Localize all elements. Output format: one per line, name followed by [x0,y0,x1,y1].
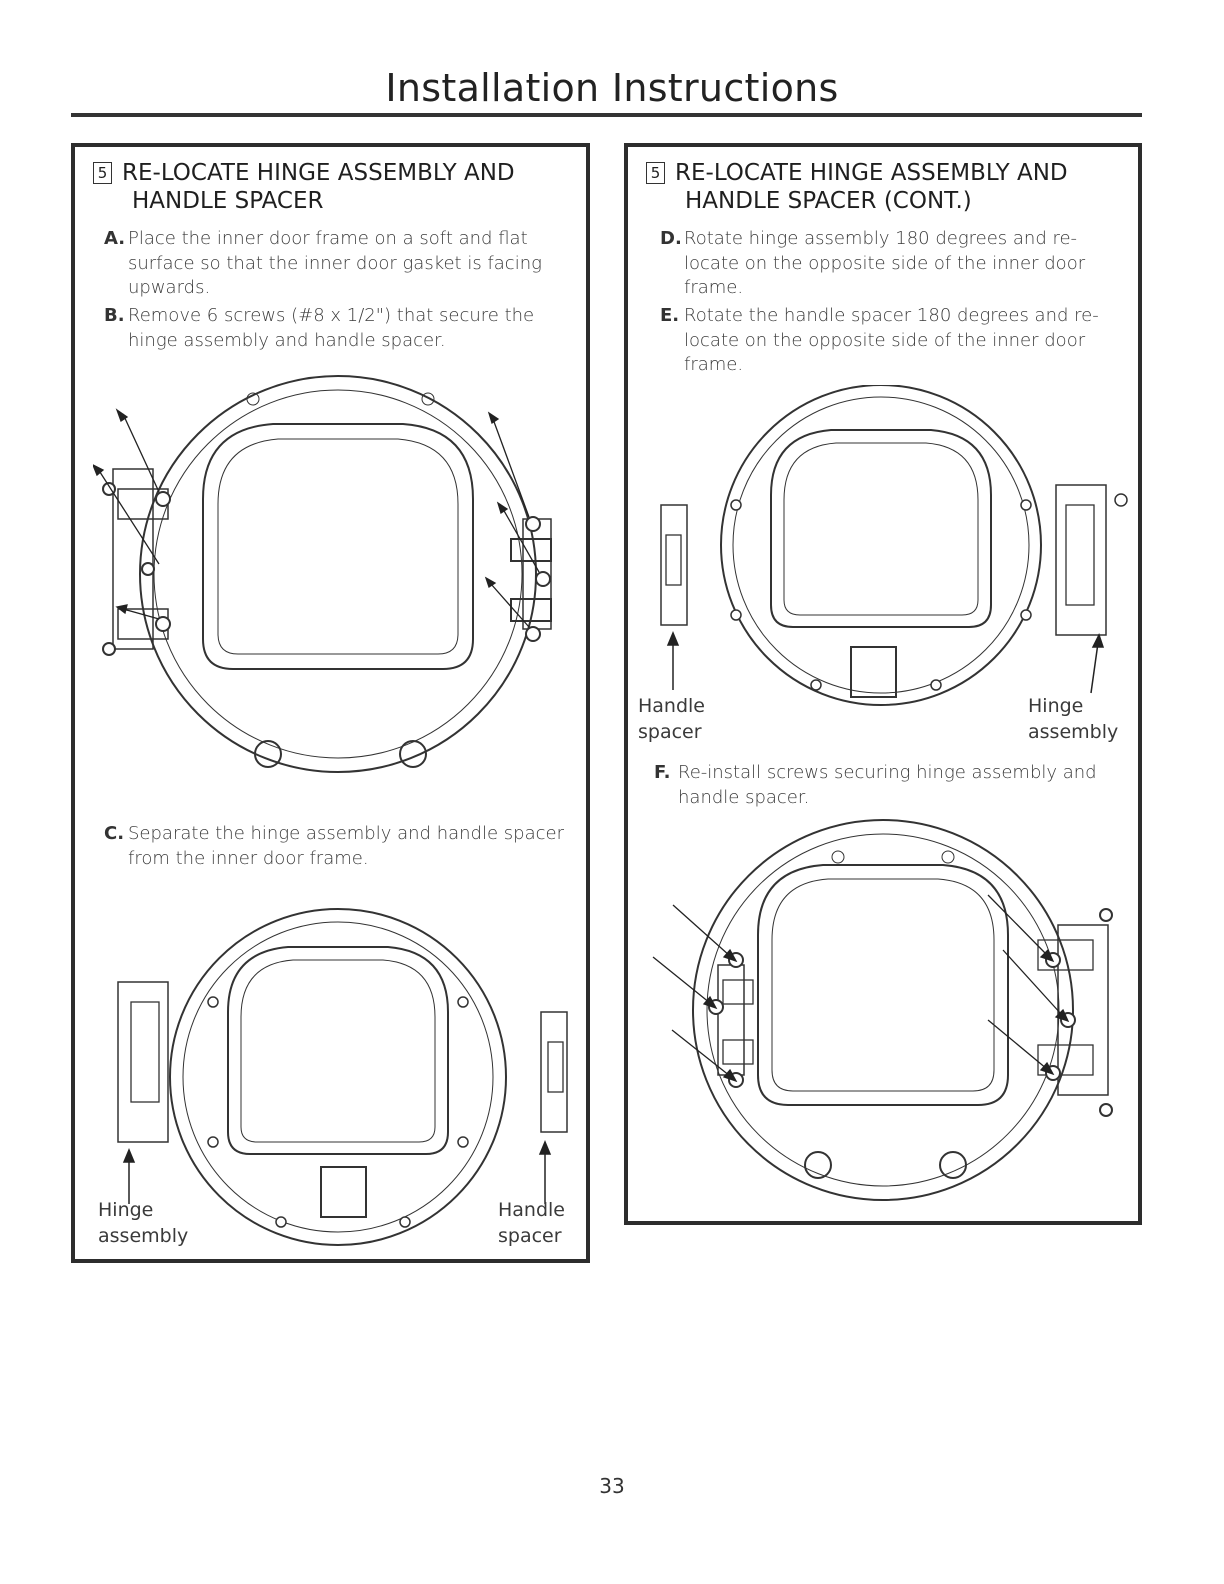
relocated-parts-diagram [636,385,1136,715]
instruction-text: Rotate the handle spacer 180 degrees and re-locate on the opposite side of the inner door frame. [684,305,1099,375]
instruction-f [654,761,1118,810]
label-line: assembly [1028,721,1119,743]
reinstall-screws-diagram [648,815,1128,1210]
step-5-panel-right [624,143,1142,1225]
instruction-b [104,304,568,353]
label-line: assembly [98,1225,189,1247]
step-heading-line2: HANDLE SPACER [132,188,324,214]
instruction-letter: D. [660,228,682,249]
step-heading-line1: RE-LOCATE HINGE ASSEMBLY AND [675,160,1068,186]
instruction-text: Re-install screws securing hinge assembly and handle spacer. [678,762,1097,808]
instruction-letter: F. [654,762,671,783]
step-number-badge: 5 [93,162,112,184]
label-line: Hinge [1028,695,1084,717]
instruction-letter: B. [104,305,125,326]
hinge-assembly-label [1028,693,1118,745]
step-heading-right [646,159,1068,215]
step-heading-line1: RE-LOCATE HINGE ASSEMBLY AND [122,160,515,186]
label-line: spacer [638,721,702,743]
instruction-text: Place the inner door frame on a soft and flat surface so that the inner door gasket is facing upwards. [128,228,542,298]
label-line: Handle [498,1199,566,1221]
instruction-text: Remove 6 screws (#8 x 1/2") that secure the hinge assembly and handle spacer. [128,305,535,351]
hinge-assembly-label [98,1197,188,1249]
instruction-c [104,822,568,871]
door-frame-screws-diagram [93,369,573,799]
label-line: spacer [498,1225,562,1247]
instruction-text: Separate the hinge assembly and handle spacer from the inner door frame. [128,823,564,869]
instruction-d [660,227,1124,301]
handle-spacer-label [638,693,705,745]
instruction-text: Rotate hinge assembly 180 degrees and re-locate on the opposite side of the inner door frame. [684,228,1086,298]
instruction-letter: E. [660,305,680,326]
instruction-e [660,304,1124,378]
instruction-a [104,227,568,301]
label-line: Hinge [98,1199,154,1221]
label-line: Handle [638,695,706,717]
title-rule [71,113,1142,117]
step-heading-line2: HANDLE SPACER (CONT.) [685,188,972,214]
step-number-badge: 5 [646,162,665,184]
separated-parts-diagram [93,892,573,1247]
step-heading-left [93,159,515,215]
instruction-letter: C. [104,823,125,844]
page-title: Installation Instructions [385,66,839,110]
step-5-panel-left [71,143,590,1263]
instruction-letter: A. [104,228,126,249]
page-number: 33 [599,1474,625,1498]
handle-spacer-label [498,1197,565,1249]
